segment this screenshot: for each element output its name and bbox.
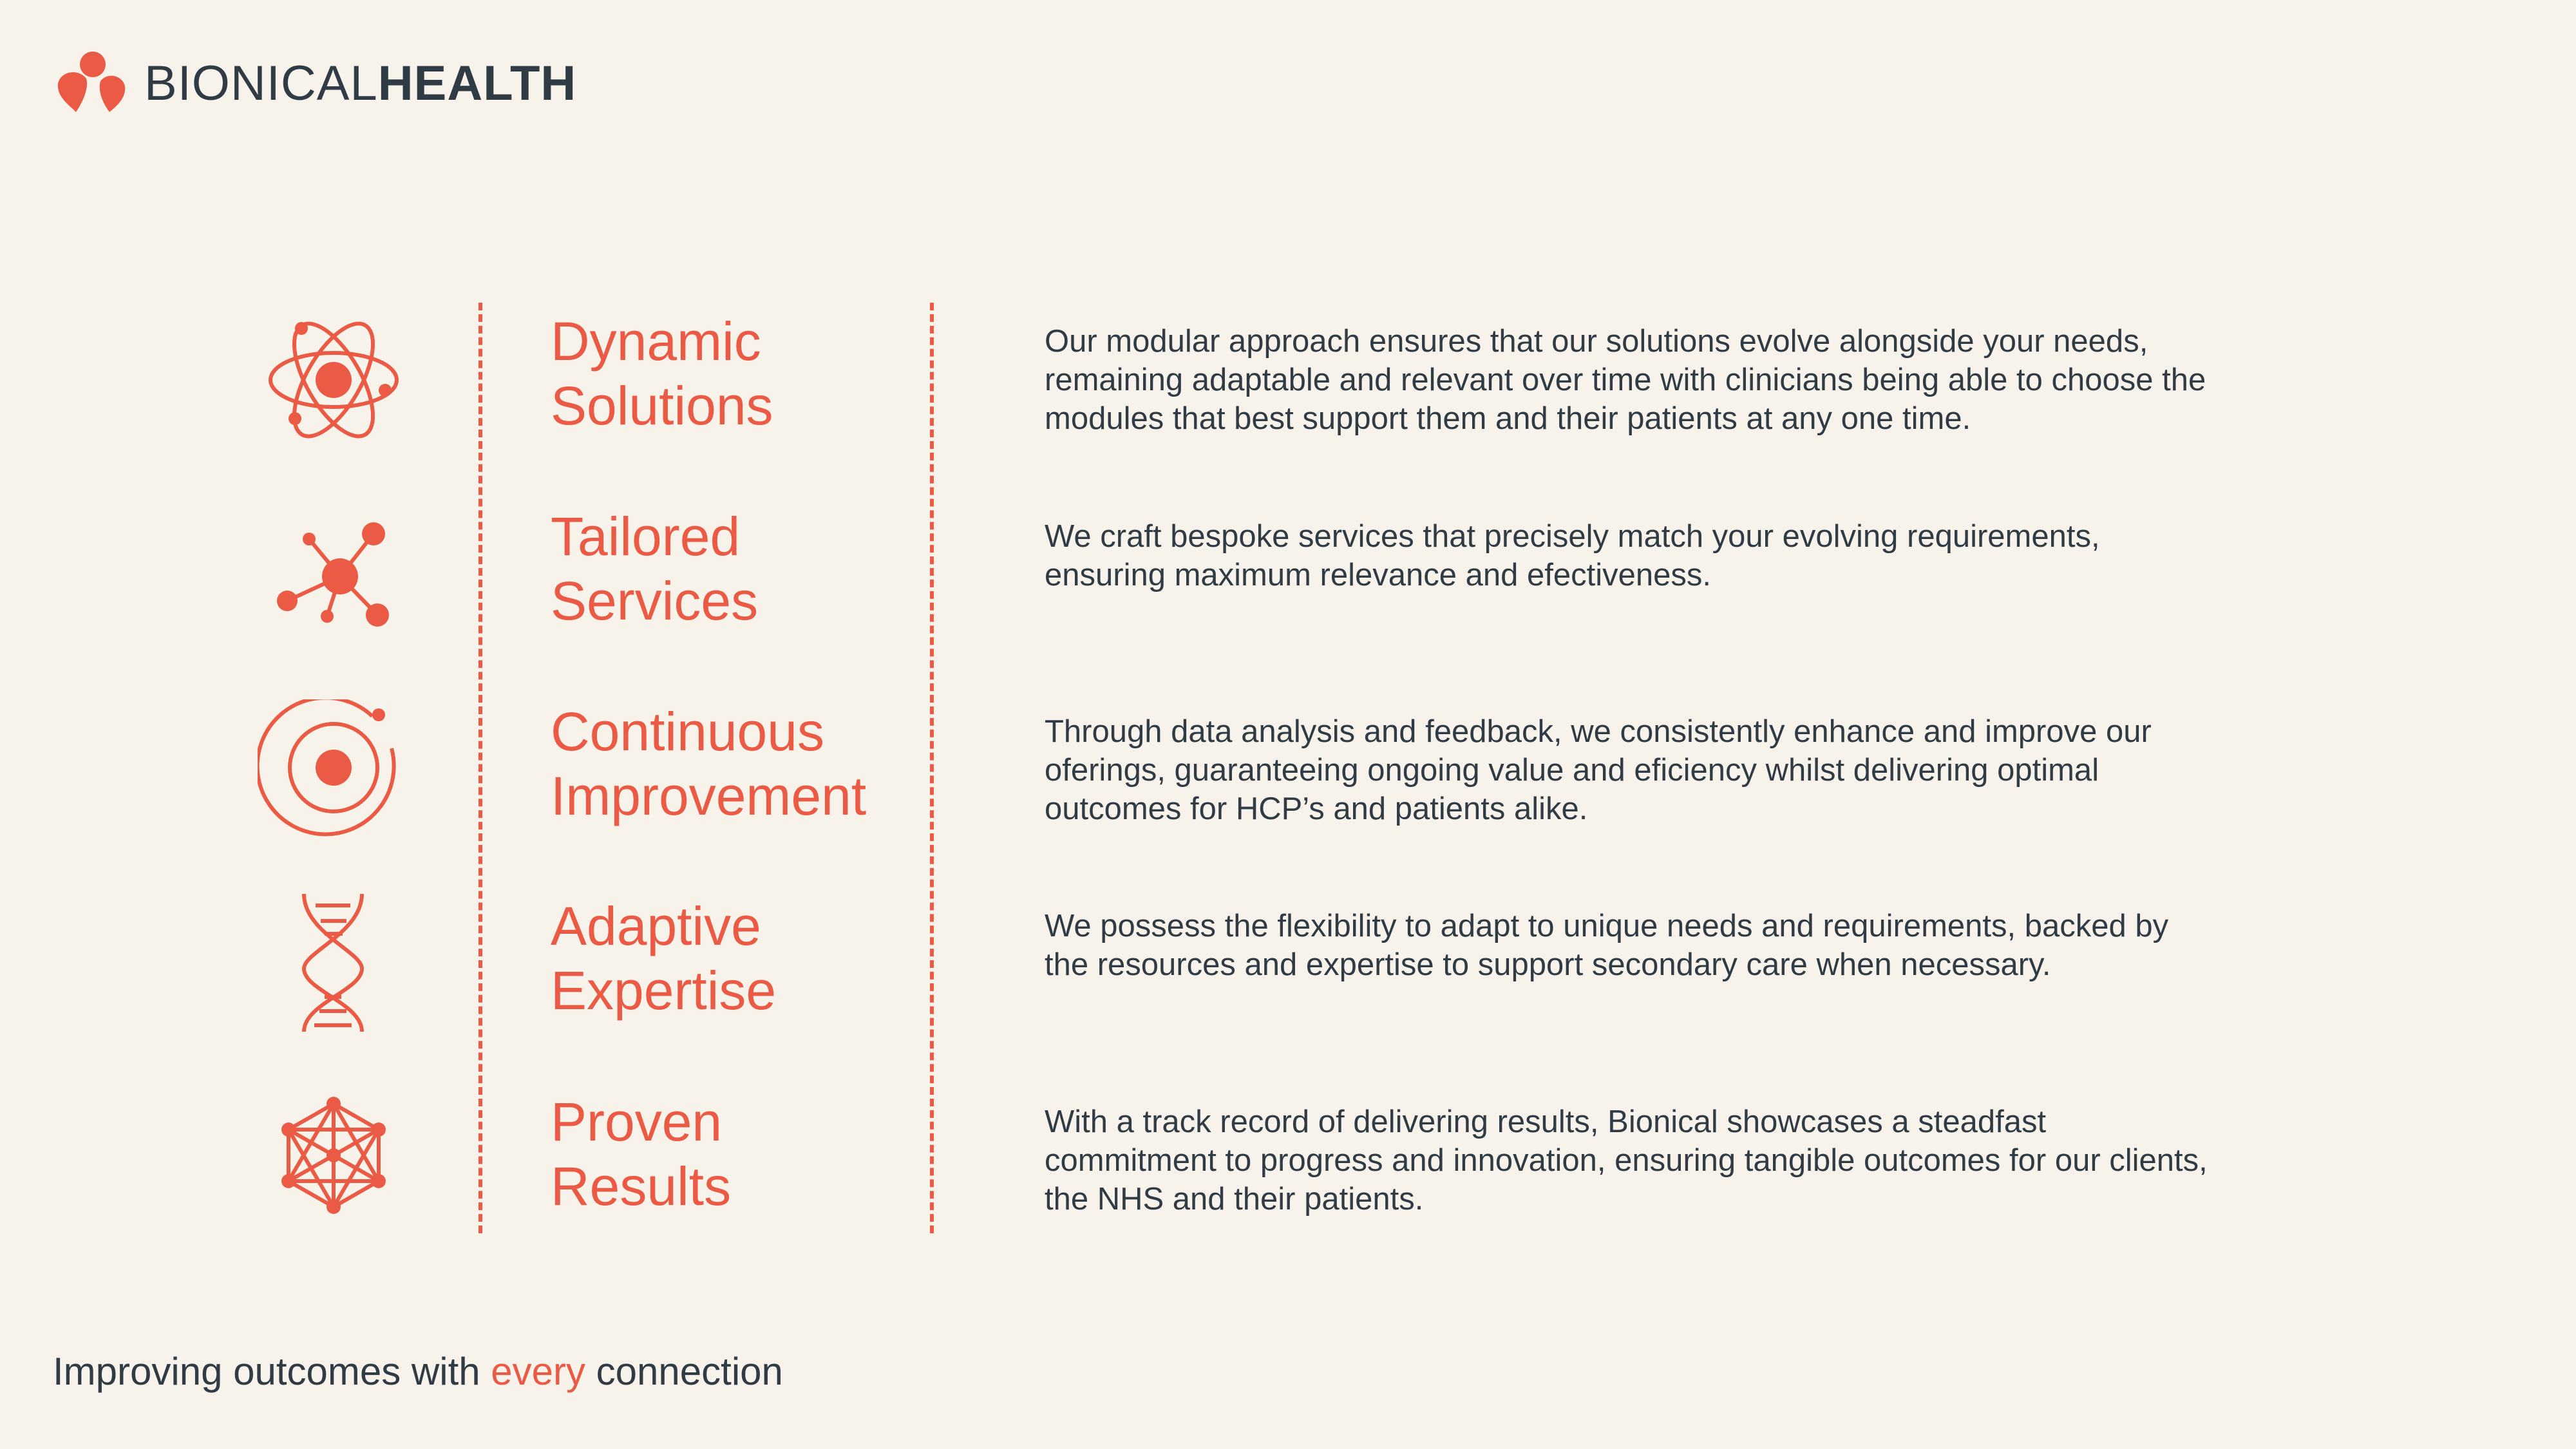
title-line-2: Improvement <box>551 766 867 826</box>
atom-icon <box>258 309 412 464</box>
tagline-after: connection <box>585 1350 783 1393</box>
title-line-1: Tailored <box>551 506 741 567</box>
tagline-accent: every <box>491 1350 585 1393</box>
hexagon-network-icon <box>258 1090 412 1244</box>
feature-description: Our modular approach ensures that our solutions evolve alongside your needs, remaining adaptable and relevant over time with clinicians being able to choose the modules that best support them and their patients at any one time. <box>1045 324 2206 436</box>
feature-row-adaptive-expertise <box>0 894 2576 1087</box>
molecule-icon <box>258 504 412 659</box>
feature-description: We possess the flexibility to adapt to unique needs and requirements, backed by the resources and expertise to support secondary care when necessary. <box>1045 909 2169 982</box>
feature-title <box>551 1090 731 1218</box>
feature-title <box>551 894 776 1023</box>
dna-icon <box>258 894 412 1048</box>
feature-description: With a track record of delivering results, Bionical showcases a steadfast commitment to progress and innovation, ensuring tangible outcomes for our clients, the NHS and their patients. <box>1045 1104 2208 1217</box>
feature-title <box>551 309 773 438</box>
title-line-2: Services <box>551 571 759 631</box>
title-line-2: Results <box>551 1156 732 1217</box>
brand-name-bold: HEALTH <box>377 56 577 111</box>
tagline <box>53 1349 783 1394</box>
brand-logo[interactable] <box>53 50 576 117</box>
title-line-1: Adaptive <box>551 896 761 956</box>
title-line-1: Dynamic <box>551 311 761 372</box>
feature-description: Through data analysis and feedback, we consistently enhance and improve our oferings, guaranteeing ongoing value and eficiency whilst delivering optimal outcomes for HCP’s and patients alike. <box>1045 714 2152 826</box>
brand-wordmark <box>144 56 577 111</box>
feature-row-continuous-improvement <box>0 699 2576 893</box>
feature-title <box>551 504 758 633</box>
feature-row-tailored-services <box>0 504 2576 697</box>
feature-title <box>551 699 866 828</box>
bionical-logo-icon <box>53 50 130 117</box>
brand-name-light: BIONICAL <box>144 56 378 111</box>
feature-row-proven-results <box>0 1090 2576 1283</box>
title-line-2: Expertise <box>551 960 777 1021</box>
title-line-1: Continuous <box>551 701 824 762</box>
target-icon <box>258 699 412 854</box>
feature-row-dynamic-solutions <box>0 309 2576 502</box>
title-line-2: Solutions <box>551 375 773 436</box>
title-line-1: Proven <box>551 1092 723 1152</box>
feature-description: We craft bespoke services that precisely match your evolving requirements, ensuring maximum relevance and efectiveness. <box>1045 519 2100 592</box>
tagline-before: Improving outcomes with <box>53 1350 491 1393</box>
